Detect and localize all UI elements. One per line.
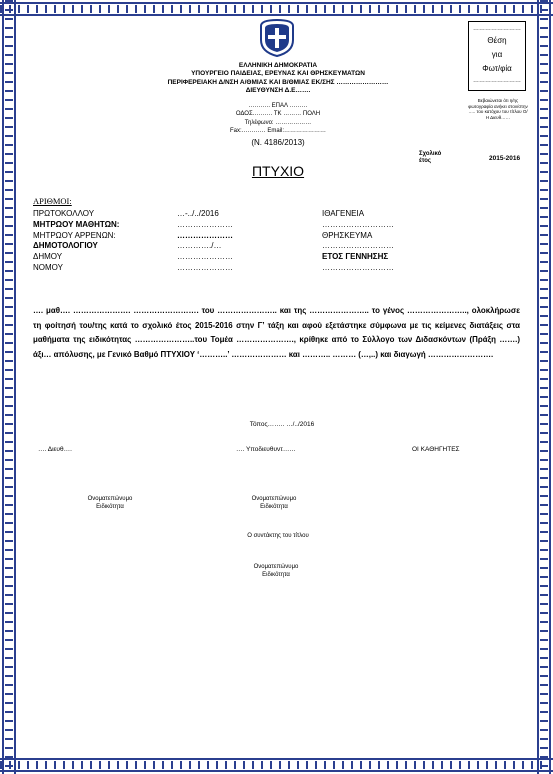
republic-line: ΕΛΛΗΝΙΚΗ ΔΗΜΟΚΡΑΤΙΑ	[238, 62, 318, 69]
field-row	[33, 252, 513, 263]
field-value: …………………	[177, 262, 233, 272]
decorative-border-right	[535, 0, 553, 774]
photo-dots-top: ……………………	[473, 26, 521, 32]
decorative-border-top	[0, 0, 553, 18]
directorate-line: ΔΙΕΥΘΥΝΣΗ Δ.Ε…….	[245, 86, 311, 94]
teachers-signature-label: ΟΙ ΚΑΘΗΓΗΤΕΣ	[412, 446, 460, 453]
field-label: ΔΗΜΟΤΟΛΟΓΙΟΥ	[33, 241, 98, 251]
school-year-label	[419, 151, 441, 165]
deputy-name-block	[234, 495, 314, 511]
field-value: …………./…	[177, 241, 222, 251]
deputy-signature-label: …. Υποδιευθυντ……	[236, 446, 296, 453]
field-label: ΙΘΑΓΕΝΕΙΑ	[322, 209, 365, 218]
issuer-header	[120, 62, 436, 95]
field-row	[33, 220, 513, 231]
name-label: Ονοματεπώνυμο	[87, 496, 133, 502]
name-label: Ονοματεπώνυμο	[253, 564, 299, 570]
school-year-value: 2015-2016	[489, 155, 521, 162]
photo-label-2: για	[491, 50, 503, 59]
field-value: …………………	[177, 219, 233, 229]
ministry-line: ΥΠΟΥΡΓΕΙΟ ΠΑΙΔΕΙΑΣ, ΕΡΕΥΝΑΣ ΚΑΙ ΘΡΗΣΚΕΥΜΑΤΩΝ	[191, 70, 365, 78]
greek-emblem-icon	[258, 18, 296, 58]
document-title: ΠΤΥΧΙΟ	[251, 163, 305, 179]
photo-certification-note: Βεβαιώνεται ότι η/ης φωτογραφία ανήκει στον/στην ….. του κατόχου του τίτλου Ο/Η Διευθ……	[468, 98, 528, 120]
composer-label: Ο συντάκτης του τίτλου	[247, 533, 309, 539]
field-value: ………………………	[322, 241, 394, 251]
regional-line: ΠΕΡΙΦΕΡΕΙΑΚΗ Δ/ΝΣΗ Α/ΘΜΙΑΣ ΚΑΙ Β/ΘΜΙΑΣ ΕΚ/ΣΗΣ ……………………	[167, 78, 389, 86]
specialty-label: Ειδικότητα	[262, 572, 290, 578]
field-label: ΘΡΗΣΚΕΥΜΑ	[322, 230, 373, 240]
school-year-label-2: έτος	[419, 158, 432, 164]
decorative-border-bottom	[0, 756, 553, 774]
registry-fields	[33, 209, 513, 274]
law-reference: (Ν. 4186/2013)	[251, 138, 305, 147]
photo-placeholder	[468, 21, 526, 91]
phone-line: Τηλέφωνο: ………………	[244, 119, 312, 126]
director-signature-label: …. Διευθ….	[38, 446, 72, 453]
field-label: ΔΗΜΟΥ	[33, 252, 63, 262]
school-line: ……….. ΕΠΑΛ ………	[248, 103, 308, 109]
address-line: ΟΔΟΣ………. ΤΚ ……… ΠΟΛΗ	[235, 111, 321, 118]
field-label: ΕΤΟΣ ΓΕΝΝΗΣΗΣ	[322, 252, 389, 262]
director-name-block	[70, 495, 150, 511]
field-row	[33, 209, 513, 220]
photo-label-3: Φωτ/φία	[482, 64, 512, 73]
composer-name-block	[236, 563, 316, 579]
field-value: …………………	[177, 252, 233, 262]
school-address	[200, 102, 356, 135]
field-row	[33, 241, 513, 252]
photo-dots-bottom: ……………………	[473, 78, 521, 84]
specialty-label: Ειδικότητα	[260, 504, 288, 510]
decorative-border-left	[0, 0, 18, 774]
field-label: ΠΡΩΤΟΚΟΛΛΟΥ	[33, 209, 95, 218]
field-label: ΜΗΤΡΩΟΥ ΑΡΡΕΝΩΝ:	[33, 230, 116, 240]
specialty-label: Ειδικότητα	[96, 504, 124, 510]
field-row	[33, 231, 513, 242]
field-value: …-../../2016	[177, 209, 219, 218]
field-value: ………………………	[322, 219, 394, 229]
field-value: ………………………	[322, 262, 394, 272]
field-value: …………………	[177, 230, 233, 240]
numbers-heading: ΑΡΙΘΜΟΙ:	[33, 196, 72, 206]
school-year-label-1: Σχολικό	[419, 151, 442, 157]
name-label: Ονοματεπώνυμο	[251, 496, 297, 502]
field-label: ΝΟΜΟΥ	[33, 262, 63, 272]
certificate-body-text: …. μαθ…. …………………. ……………………. του ………………….. και της ………………….. το γένος ………………….., ολοκλήρωσε τη φοίτησή του/της κατά το σχολικό έτος 2015-2016 στην Γ’ τάξη και αφού εξετάστηκε σύμφωνα με τις κείμενες διατάξεις στα μαθήματα της ειδικότητας …………………..του Τομέα …………………., κρίθηκε από το Σύλλογο των Διδασκόντων (Πράξη …….) άξι… απόλυσης, με Γενικό Βαθμό ΠΤΥΧΙΟΥ ‘………..’ ………………… και ……….. ……… (…,..) και διαγωγή …………………….	[33, 306, 520, 359]
fax-email-line: Fax:………… Email:…………………	[229, 127, 326, 134]
field-row	[33, 263, 513, 274]
photo-label-1: Θέση	[487, 36, 507, 45]
place-date: Τόπος…….. …/../2016	[249, 421, 315, 428]
field-label: ΜΗΤΡΩΟΥ ΜΑΘΗΤΩΝ:	[33, 219, 120, 229]
